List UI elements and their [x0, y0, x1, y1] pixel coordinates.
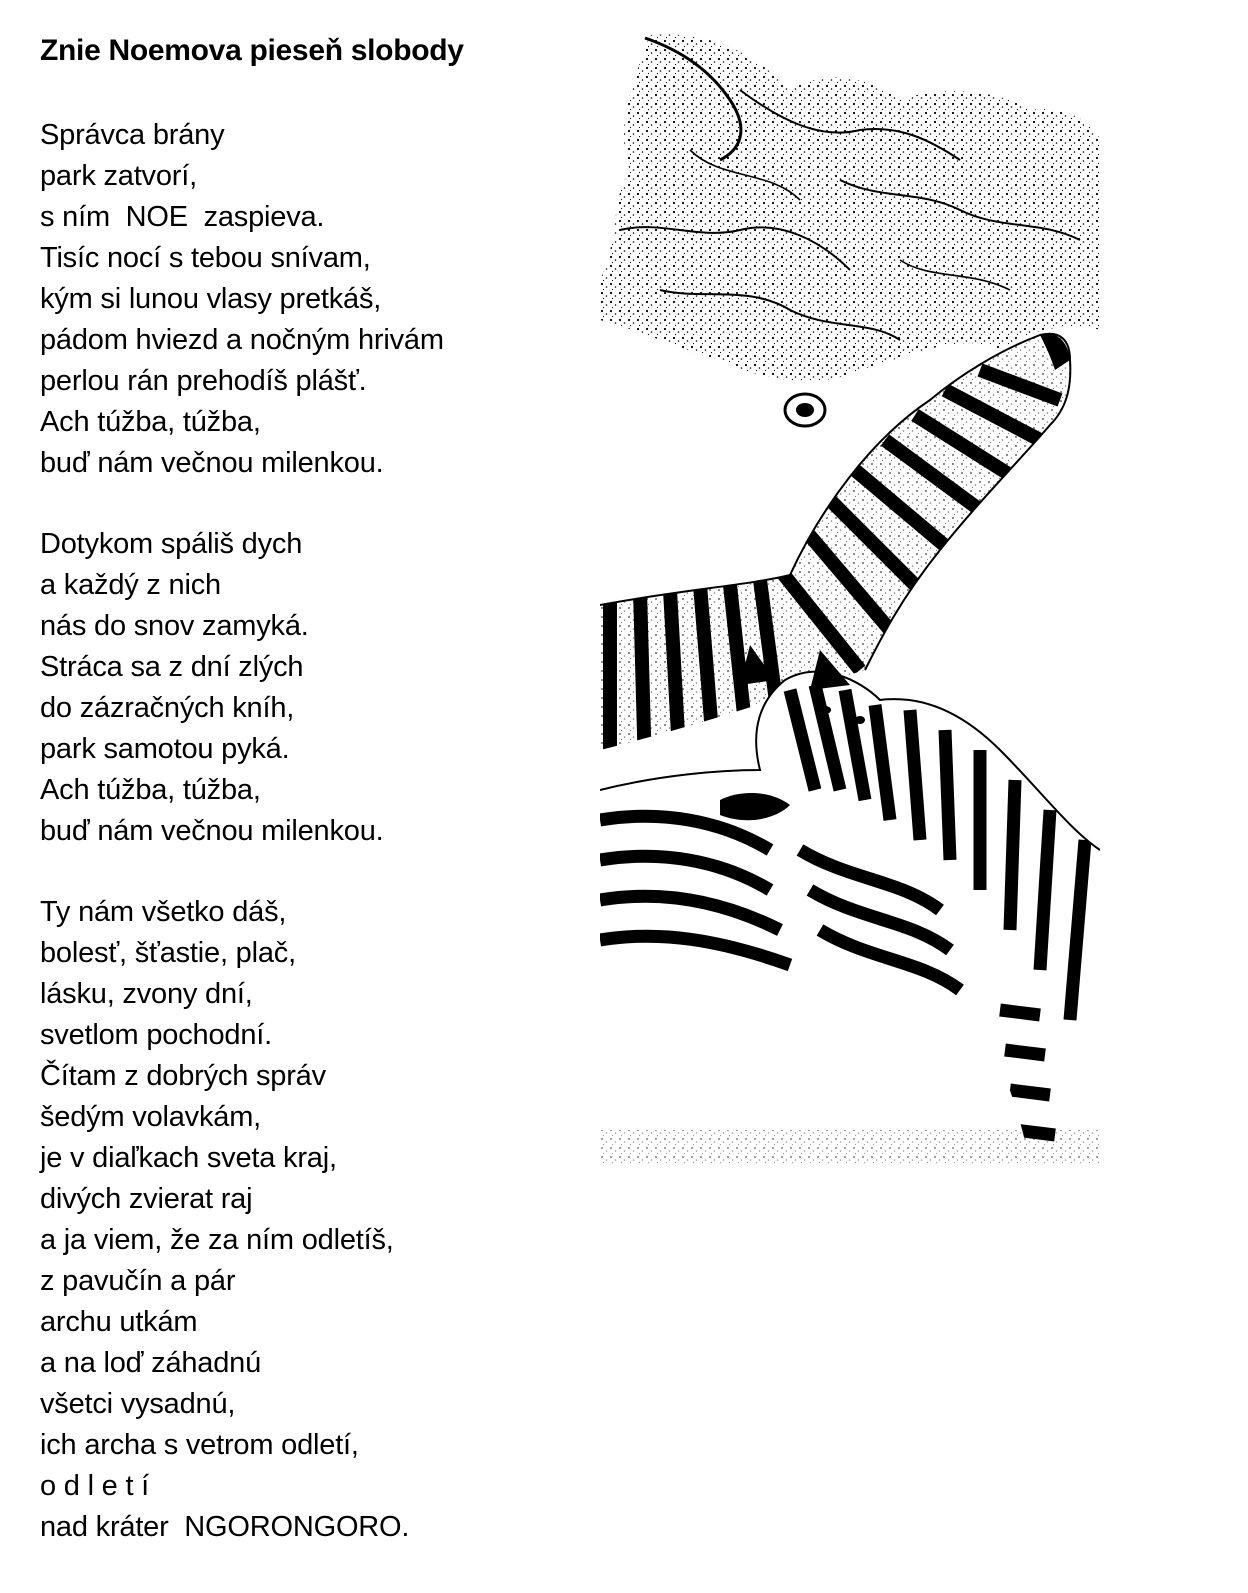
poem-line: s ním NOE zaspieva. [40, 201, 325, 233]
stanza-1 [40, 115, 560, 484]
poem-line: Správca brány [40, 119, 225, 151]
poem-line: nad kráter NGORONGORO. [40, 1511, 410, 1543]
poem-line: bolesť, šťastie, plač, [40, 937, 296, 969]
tree-canopy [600, 34, 1100, 380]
stanza-2 [40, 524, 560, 852]
poem-line: a na loď záhadnú [40, 1347, 262, 1379]
poem-line: park zatvorí, [40, 160, 197, 192]
poem-body [40, 115, 560, 1588]
poem-line: buď nám večnou milenkou. [40, 815, 384, 847]
poem-line: kým si lunou vlasy pretkáš, [40, 283, 382, 315]
poem-line: Čítam z dobrých správ [40, 1060, 326, 1092]
zebra-illustration-svg [600, 30, 1100, 1165]
zebra-illustration [600, 30, 1100, 1165]
poem-line: buď nám večnou milenkou. [40, 447, 384, 479]
poem-line: a každý z nich [40, 569, 221, 601]
poem-line: lásku, zvony dní, [40, 978, 253, 1010]
poem-line: nás do snov zamyká. [40, 610, 309, 642]
poem-line: perlou rán prehodíš plášť. [40, 365, 367, 397]
poem-line: do zázračných kníh, [40, 692, 295, 724]
stanza-3 [40, 892, 560, 1548]
poem-line: park samotou pyká. [40, 733, 290, 765]
poem-line: je v diaľkach sveta kraj, [40, 1142, 337, 1174]
poem-line: Tisíc nocí s tebou snívam, [40, 242, 371, 274]
poem-line: všetci vysadnú, [40, 1388, 236, 1420]
poem-line: pádom hviezd a nočným hrivám [40, 324, 444, 356]
poem-line: a ja viem, že za ním odletíš, [40, 1224, 394, 1256]
poem-line: Stráca sa z dní zlých [40, 651, 304, 683]
poem-line: o d l e t í [40, 1470, 150, 1502]
poem-line: archu utkám [40, 1306, 198, 1338]
poem-line: ich archa s vetrom odletí, [40, 1429, 359, 1461]
poem-line: z pavučín a pár [40, 1265, 236, 1297]
poem-line: Ach túžba, túžba, [40, 406, 261, 438]
poem-line: svetlom pochodní. [40, 1019, 272, 1051]
poem-title: Znie Noemova pieseň slobody [40, 34, 464, 67]
poem-line: Dotykom spáliš dych [40, 528, 303, 560]
ground-stipple [600, 1130, 1100, 1165]
poem-line: Ach túžba, túžba, [40, 774, 261, 806]
poem-line: divých zvierat raj [40, 1183, 253, 1215]
poem-line: Ty nám všetko dáš, [40, 896, 287, 928]
poem-line: šedým volavkám, [40, 1101, 262, 1133]
